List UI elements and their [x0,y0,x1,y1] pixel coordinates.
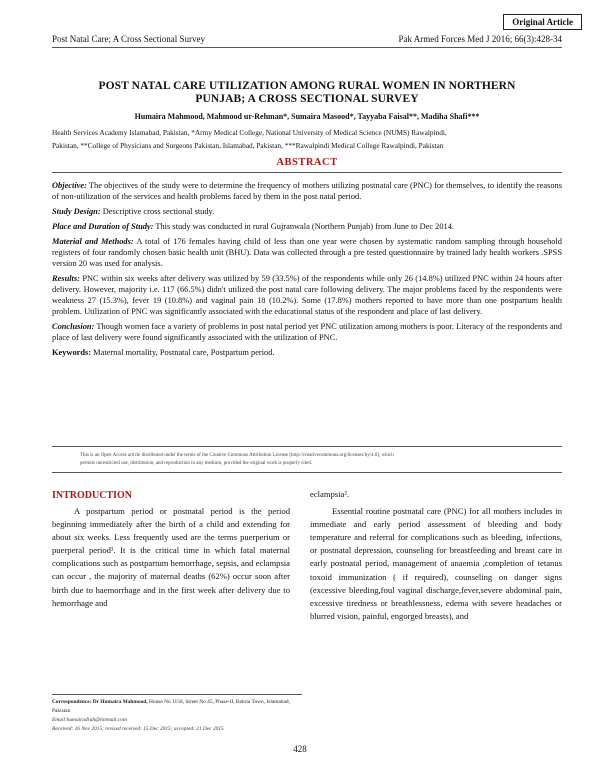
paragraph-continuation: eclampsia². [310,489,350,499]
correspondence-email: Email:humairadrah@hotmail.com [52,717,127,723]
abstract-methods: Material and Methods: A total of 176 females having child of less than one year were chosen by systematic random sampling through household registers of four randomly chosen basic health unit (BHU). Data was collected through a pre tested questionnaire by trained lady health workers .SPSS version 20 was used for analysis. [52,237,562,268]
abstract-bottom-divider [52,446,562,447]
author-list: Humaira Mahmood, Mahmood ur-Rehman*, Sumaira Masood*, Tayyaba Faisal**, Madiha Shafi*** [134,112,480,121]
license-divider [52,472,562,473]
running-title: Post Natal Care; A Cross Sectional Survey [52,34,205,44]
journal-citation: Pak Armed Forces Med J 2016; 66(3):428-34 [398,34,562,44]
abstract-design: Study Design: Descriptive cross sectional study. [52,207,215,216]
abstract-conclusion: Conclusion: Though women face a variety of problems in post natal period yet PNC utilization among mothers is poor. Literacy of the respondents and place of last delivery were found significantly associated with the utilization of PNC. [52,322,562,342]
abstract-results: Results: PNC within six weeks after delivery was utilized by 59 (33.5%) of the respondents while only 26 (14.8%) utilized PNC within 24 hours after delivery. However, majority i.e. 117 (66.5%) didn't utilized the post natal care following delivery. The major problems faced by the respondents were weakness 27 (15.3%), fever 19 (10.8%) and vaginal pain 18 (10.2%). Some (17.8%) mothers reported to have more than one postpartum health problem. Utilization of PNC was significantly associated with the educational status of the respondent and place of last delivery. [52,274,562,316]
article-type-badge: Original Article [503,14,582,30]
article-title: POST NATAL CARE UTILIZATION AMONG RURAL WOMEN IN NORTHERN PUNJAB; A CROSS SECTIONAL SURVEY [98,80,516,105]
page-number: 428 [293,744,307,754]
abstract-objective: Objective: The objectives of the study were to determine the frequency of mothers utilizing postnatal care (PNC) for themselves, to identify the reasons of non-utilization of the services and health problems faced by them in the post natal period. [52,181,562,201]
received-dates: Received: 16 Nov 2015; revised received: 15 Dec 2015; accepted: 21 Dec 2015 [52,726,224,732]
correspondence-label: Correspondence: Dr Humaira Mahmood, [52,699,148,705]
abstract-keywords: Keywords: Maternal mortality, Postnatal care, Postpartum period. [52,348,275,357]
introduction-heading: INTRODUCTION [52,490,133,501]
abstract-body [52,180,562,362]
header-divider [52,47,562,48]
affiliations: Health Services Academy Islamabad, Pakistan, *Army Medical College, National University of Medical Science (NUMS) Rawalpindi, Pakistan, **College of Physicians and Surgeons Pakistan, Islamabad, Pakistan, ***Rawalpindi Medical College Rawalpindi, Pakistan [52,128,447,150]
right-column-text [310,488,562,623]
abstract-heading: ABSTRACT [276,157,338,168]
abstract-place: Place and Duration of Study: This study was conducted in rural Gujranwala (Northern Punjab) from June to Dec 2014. [52,222,455,231]
correspondence-divider [52,694,302,695]
introduction-paragraph-1: A postpartum period or postnatal period is the period beginning immediately after the birth of a child and extending for about six weeks. Less frequently used are the terms puerperium or puerperal period¹. It is the critical time in which fatal maternal complications such as postpartum hemorrhage, sepsis, and eclampsia can occur , the majority of maternal deaths (62%) occur soon after birth due to haemorrhage and in the first week after delivery due to hemorrhage and [52,506,290,608]
introduction-paragraph-2: Essential routine postnatal care (PNC) for all mothers includes in immediate and early period assessment of bleeding and body temperature and referral for complications such as bleeding, infections, or postnatal depression, counseling for breastfeeding and breast care in early postnatal period, management of anaemia ,completion of tetanus toxoid immunization ( if required), counseling on danger signs (excessive bleeding,foul vaginal discharge,fever,severe abdominal pain, excessive tiredness or breathlessness, edema with severe headaches or blurred vision, painful, engorged breasts), and [310,506,562,621]
license-notice: This is an Open Access article distributed under the terms of the Creative Commons Attribution License (http://creativecommons.org/licenses/by/4.0), which permits unrestricted use, distribution, and reproduction in any medium, provided the original work is properly cited. [80,453,394,466]
correspondence-block [52,698,302,734]
correspondence-address: House No 1156, Street No 45, Phase-II, Bahria Town, Islamabad, Pakistan [52,699,290,714]
running-header [52,34,562,44]
abstract-top-divider [52,172,562,173]
